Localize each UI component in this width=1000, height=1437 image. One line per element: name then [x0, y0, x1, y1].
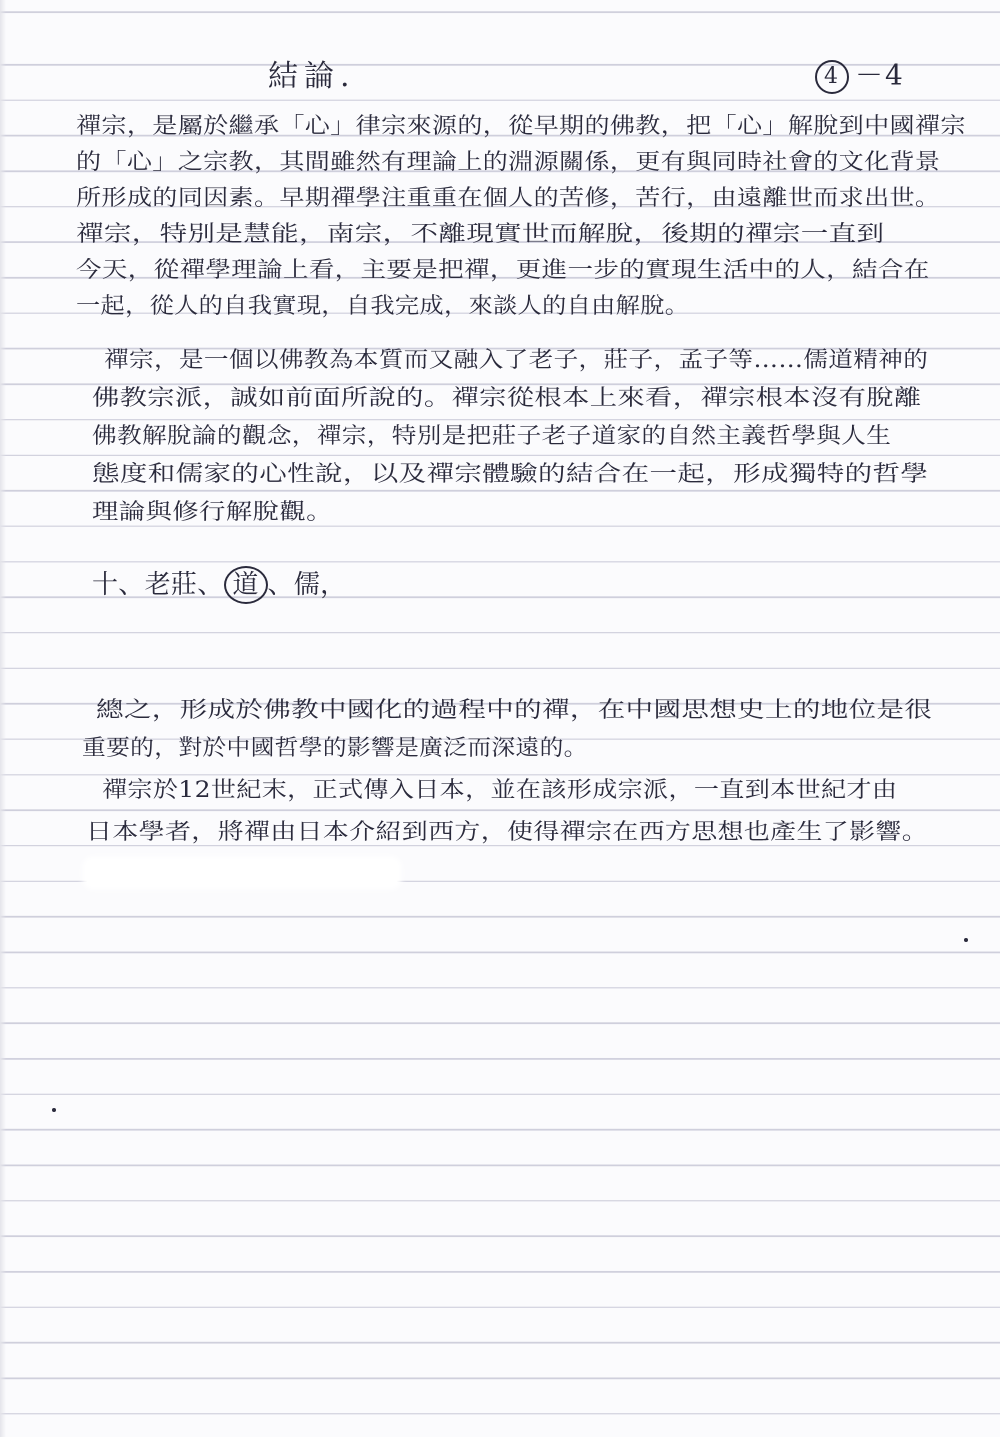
list-item-suffix: 、儒，	[267, 570, 347, 600]
page-number	[815, 60, 905, 94]
paragraph-line: 禪宗，是一個以佛教為本質而又融入了老子，莊子，孟子等……儒道精神的	[104, 348, 929, 373]
closing-line: 禪宗於12世紀末，正式傳入日本，並在該形成宗派，一直到本世紀才由	[102, 778, 898, 803]
closing-line: 總之，形成於佛教中國化的過程中的禪，在中國思想史上的地位是很	[96, 698, 933, 723]
paragraph-line: 理論與修行解脫觀。	[92, 500, 333, 525]
ink-speck	[964, 938, 968, 942]
page-binding-edge	[0, 0, 6, 1437]
paragraph-line: 所形成的同因素。早期禪學注重重在個人的苦修，苦行，由遠離世而求出世。	[76, 186, 941, 211]
paragraph-line: 的「心」之宗教，其間雖然有理論上的淵源關係，更有與同時社會的文化背景	[76, 150, 941, 175]
paragraph-line: 態度和儒家的心性說，以及禪宗體驗的結合在一起，形成獨特的哲學	[92, 462, 929, 487]
paragraph-line: 一起，從人的自我實現，自我完成，來談人的自由解脫。	[76, 294, 690, 319]
paragraph-line: 佛教宗派，誠如前面所說的。禪宗從根本上來看，禪宗根本沒有脫離	[92, 386, 922, 411]
paragraph-line: 禪宗，是屬於繼承「心」律宗來源的，從早期的佛教，把「心」解脫到中國禪宗	[76, 114, 966, 139]
circled-character: 道	[224, 566, 268, 604]
paragraph-line: 禪宗，特別是慧能，南宗，不離現實世而解脫，後期的禪宗一直到	[76, 222, 885, 247]
page-title: 結論.	[268, 59, 356, 94]
page-number-suffix: －4	[855, 58, 905, 92]
list-item-prefix: 十、老莊、	[92, 570, 224, 600]
page-number-circle: 4	[815, 60, 849, 94]
ink-speck	[52, 1108, 56, 1112]
paragraph-line: 佛教解脫論的觀念，禪宗，特別是把莊子老子道家的自然主義哲學與人生	[92, 424, 892, 449]
closing-line: 重要的，對於中國哲學的影響是廣泛而深遠的。	[82, 736, 588, 761]
list-item	[92, 566, 346, 604]
closing-line: 日本學者，將禪由日本介紹到西方，使得禪宗在西方思想也產生了影響。	[86, 820, 929, 845]
paragraph-line: 今天，從禪學理論上看，主要是把禪，更進一步的實現生活中的人，結合在	[76, 258, 930, 283]
correction-fluid-blot	[86, 860, 398, 886]
